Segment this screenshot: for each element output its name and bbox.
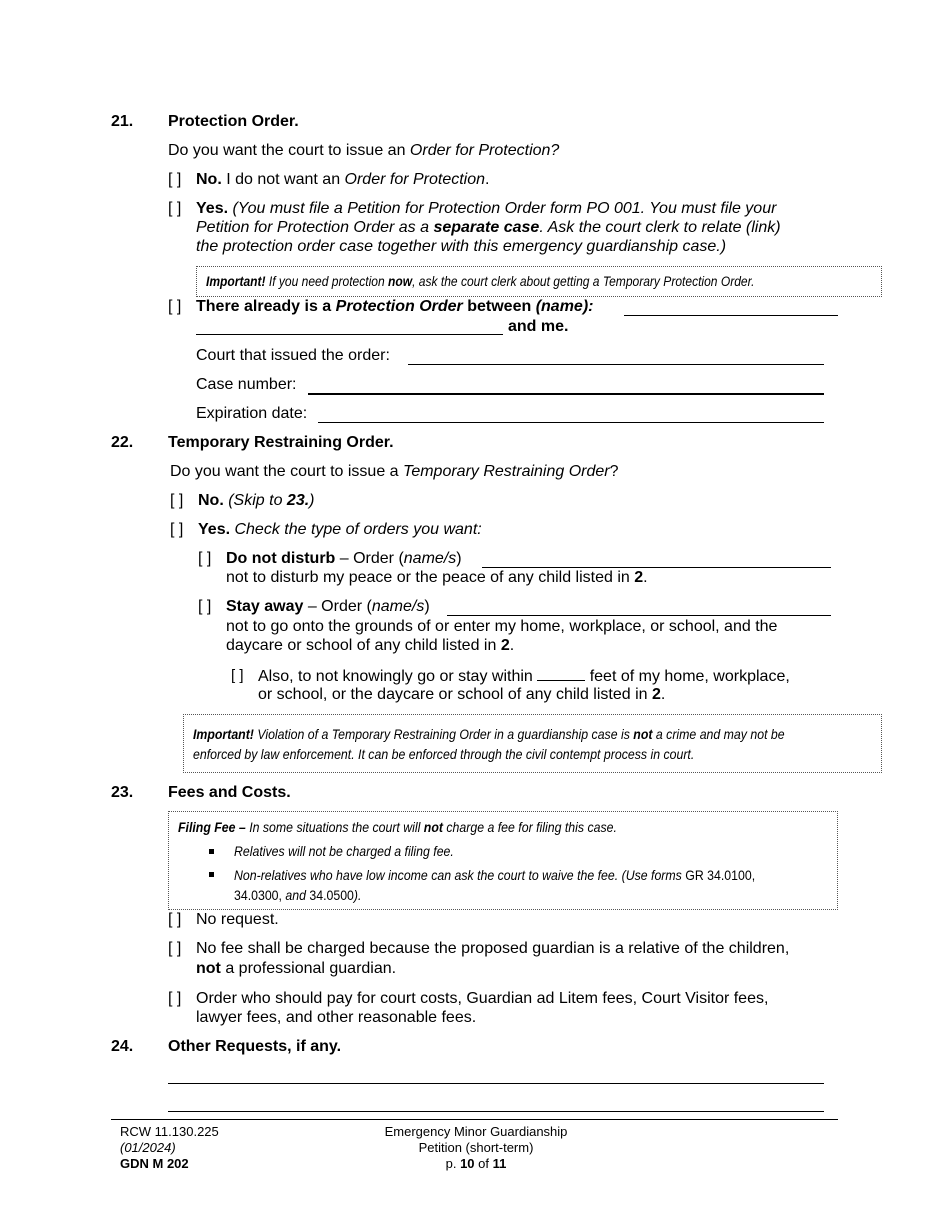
s22-stay-name-field[interactable] [447, 615, 831, 616]
s21-yes-option: Yes. (You must file a Petition for Protection Order form PO 001. You must file your [196, 200, 777, 217]
s22-dnd-checkbox[interactable]: [ ] [198, 550, 212, 567]
footer-page-number: p. 10 of 11 [445, 1156, 507, 1171]
s22-important-line1: Important! Violation of a Temporary Restraining Order in a guardianship case is not a crime and may not be [193, 726, 785, 742]
s23-opt2-checkbox[interactable]: [ ] [168, 940, 182, 957]
s21-existing-checkbox[interactable]: [ ] [168, 298, 182, 315]
s22-important-box [183, 714, 882, 773]
s21-court-label: Court that issued the order: [196, 347, 390, 364]
s23-opt2-line1: No fee shall be charged because the proposed guardian is a relative of the children, [196, 940, 790, 957]
s21-yes-line2: Petition for Protection Order as a separate case. Ask the court clerk to relate (link) [196, 219, 781, 236]
s23-opt3-line2: lawyer fees, and other reasonable fees. [196, 1009, 477, 1026]
s23-filing-fee-text: Filing Fee – In some situations the court will not charge a fee for filing this case. [178, 819, 617, 835]
s21-expiration-field[interactable] [318, 422, 824, 423]
footer-form-number: GDN M 202 [120, 1156, 189, 1171]
s21-important-box [196, 266, 882, 297]
section-23-number: 23. [111, 784, 134, 801]
s23-bullet-2-line2: 34.0300, and 34.0500). [234, 887, 362, 903]
s22-dnd-option: Do not disturb – Order (name/s) [226, 550, 462, 567]
s21-no-option: No. I do not want an Order for Protection. [196, 171, 490, 188]
s24-request-line-2[interactable] [168, 1111, 824, 1112]
s21-yes-checkbox[interactable]: [ ] [168, 200, 182, 217]
s23-opt3-line1: Order who should pay for court costs, Guardian ad Litem fees, Court Visitor fees, [196, 990, 769, 1007]
s21-no-checkbox[interactable]: [ ] [168, 171, 182, 188]
s22-also-checkbox[interactable]: [ ] [231, 667, 244, 684]
s21-case-label: Case number: [196, 376, 297, 393]
s23-opt1-checkbox[interactable]: [ ] [168, 911, 182, 928]
section-24-title: Other Requests, if any. [168, 1038, 342, 1055]
s22-dnd-line2: not to disturb my peace or the peace of any child listed in 2. [226, 569, 648, 586]
s21-name-field-line2[interactable] [196, 334, 503, 335]
s21-yes-line3: the protection order case together with this emergency guardianship case.) [196, 238, 727, 255]
section-21-title: Protection Order. [168, 113, 299, 130]
s22-stay-line2: not to go onto the grounds of or enter my home, workplace, or school, and the [226, 618, 778, 635]
section-22-question: Do you want the court to issue a Temporary Restraining Order? [170, 463, 619, 480]
s21-existing-option: There already is a Protection Order between (name): [196, 298, 594, 315]
s23-bullet-1-marker [209, 849, 214, 854]
section-21-question: Do you want the court to issue an Order for Protection? [168, 142, 560, 159]
section-23-title: Fees and Costs. [168, 784, 291, 801]
section-24-number: 24. [111, 1038, 134, 1055]
s22-yes-checkbox[interactable]: [ ] [170, 521, 184, 538]
s24-request-line-1[interactable] [168, 1083, 824, 1084]
s22-stay-line3: daycare or school of any child listed in 2. [226, 637, 515, 654]
s22-no-option: No. (Skip to 23.) [198, 492, 315, 509]
s22-feet-field[interactable] [537, 666, 585, 681]
s23-opt1-label: No request. [196, 911, 279, 928]
s22-also-line2: or school, or the daycare or school of any child listed in 2. [258, 686, 666, 703]
s22-stay-checkbox[interactable]: [ ] [198, 598, 212, 615]
s21-court-field[interactable] [408, 364, 824, 365]
s22-no-checkbox[interactable]: [ ] [170, 492, 184, 509]
footer-rcw: RCW 11.130.225 [120, 1124, 219, 1139]
s22-stay-option: Stay away – Order (name/s) [226, 598, 430, 615]
footer-title-line2: Petition (short-term) [418, 1140, 534, 1155]
s21-name-field-line1[interactable] [624, 315, 838, 316]
s21-important-text: Important! If you need protection now, ask the court clerk about getting a Temporary Protection Order. [206, 273, 755, 289]
s22-yes-option: Yes. Check the type of orders you want: [198, 521, 482, 538]
footer-divider [111, 1119, 838, 1120]
s23-bullet-2-line1: Non-relatives who have low income can ask the court to waive the fee. (Use forms GR 34.0100, [234, 867, 756, 883]
footer-title-line1: Emergency Minor Guardianship [384, 1124, 568, 1139]
s23-bullet-1: Relatives will not be charged a filing fee. [234, 843, 454, 859]
section-22-number: 22. [111, 434, 134, 451]
s21-expiration-label: Expiration date: [196, 405, 308, 422]
section-21-number: 21. [111, 113, 134, 130]
s23-bullet-2-marker [209, 872, 214, 877]
s23-opt3-checkbox[interactable]: [ ] [168, 990, 182, 1007]
footer-date: (01/2024) [120, 1140, 176, 1155]
s21-case-field[interactable] [308, 393, 824, 395]
s22-also-line1: Also, to not knowingly go or stay within feet of my home, workplace, [258, 668, 790, 685]
s23-opt2-line2: not a professional guardian. [196, 960, 397, 977]
s21-and-me: and me. [508, 318, 569, 335]
s23-filing-fee-box [168, 811, 838, 910]
s22-important-line2: enforced by law enforcement. It can be enforced through the civil contempt process in court. [193, 746, 695, 762]
section-22-title: Temporary Restraining Order. [168, 434, 394, 451]
